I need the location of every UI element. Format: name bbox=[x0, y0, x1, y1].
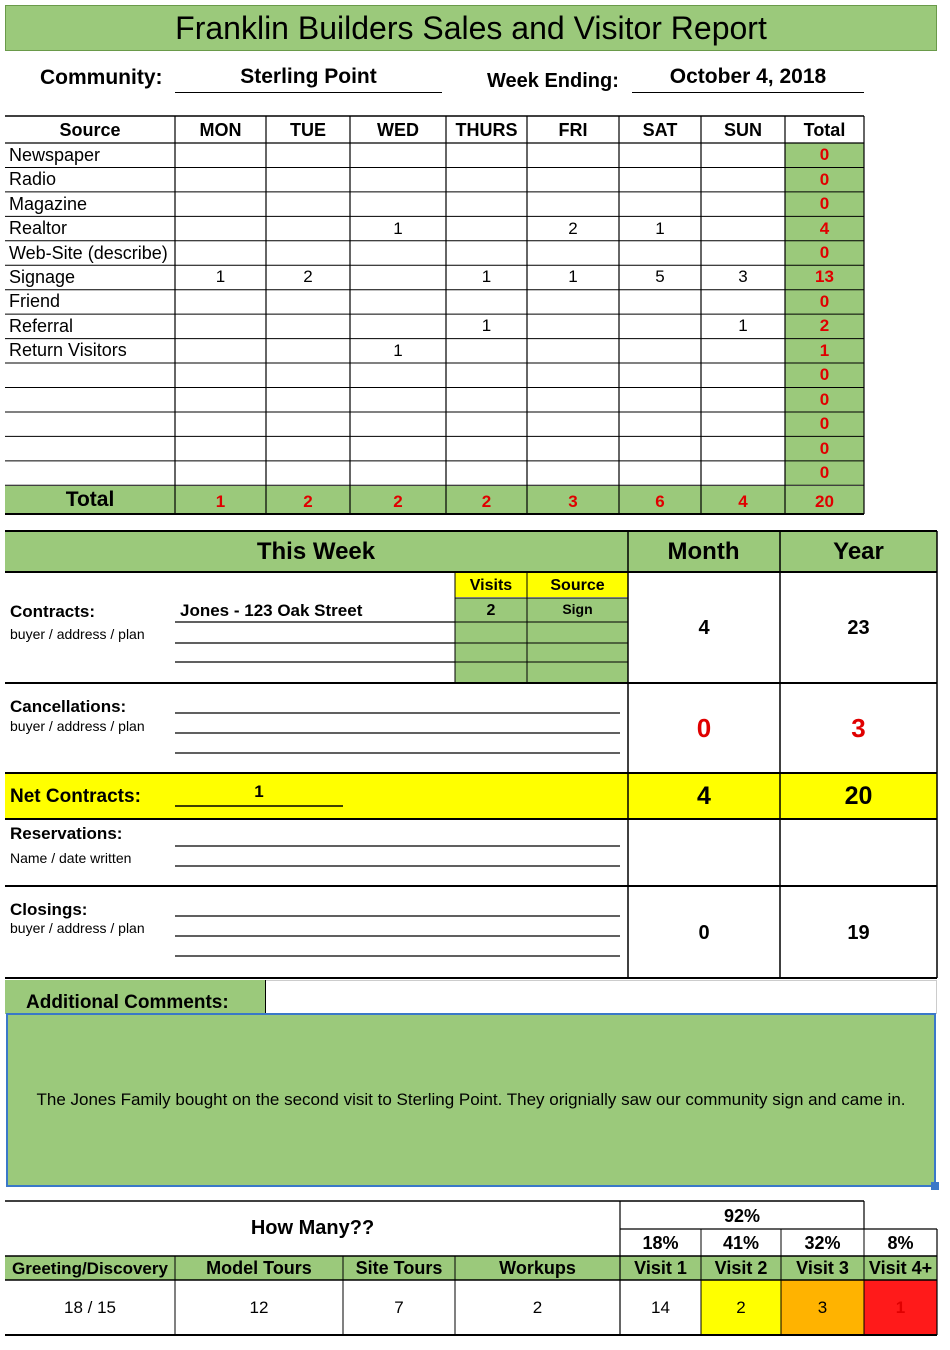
row-total: 2 bbox=[819, 316, 830, 336]
how-many-header: Model Tours bbox=[206, 1258, 312, 1278]
source-cell: 1 bbox=[393, 218, 403, 238]
source-cell: 5 bbox=[655, 267, 665, 287]
column-header-tue: TUE bbox=[290, 120, 326, 140]
overall-visit-percent: 92% bbox=[723, 1205, 761, 1226]
closings-year: 19 bbox=[847, 921, 870, 944]
net-contracts-month: 4 bbox=[697, 781, 711, 810]
how-many-value: 1 bbox=[895, 1298, 906, 1317]
contracts-label: Contracts: bbox=[10, 602, 96, 621]
closings-sub-label: buyer / address / plan bbox=[10, 920, 145, 936]
source-header: Source bbox=[550, 577, 605, 594]
source-cell: 1 bbox=[738, 316, 748, 336]
how-many-value: 3 bbox=[817, 1298, 828, 1317]
day-total: 2 bbox=[303, 491, 313, 511]
source-cell: 1 bbox=[655, 218, 665, 238]
column-header-sun: SUN bbox=[723, 120, 762, 140]
source-label: Web-Site (describe) bbox=[9, 242, 168, 263]
day-total: 1 bbox=[215, 491, 226, 511]
week-ending-label: Week Ending: bbox=[487, 69, 619, 92]
day-total: 6 bbox=[655, 491, 665, 511]
day-total: 2 bbox=[481, 491, 492, 511]
closings-month: 0 bbox=[698, 921, 710, 944]
how-many-header: Workups bbox=[499, 1258, 576, 1278]
contract-visits-value: 2 bbox=[486, 602, 496, 619]
source-cell: 1 bbox=[568, 267, 578, 287]
source-cell: 2 bbox=[303, 267, 313, 287]
comments-label: Additional Comments: bbox=[26, 992, 229, 1013]
row-total: 0 bbox=[819, 365, 830, 385]
grand-total: 20 bbox=[815, 491, 834, 511]
week-ending-field: October 4, 2018 bbox=[632, 62, 864, 93]
row-total: 0 bbox=[819, 194, 830, 214]
source-label: Newspaper bbox=[9, 144, 101, 165]
cancellations-month: 0 bbox=[696, 712, 712, 743]
source-label: Radio bbox=[9, 169, 57, 190]
row-total: 0 bbox=[819, 414, 830, 434]
how-many-value: 18 / 15 bbox=[64, 1298, 116, 1317]
net-contracts-value: 1 bbox=[254, 782, 264, 801]
column-header-wed: WED bbox=[377, 120, 419, 140]
source-label: Friend bbox=[9, 291, 61, 312]
day-total: 2 bbox=[393, 491, 403, 511]
how-many-header: Site Tours bbox=[355, 1258, 443, 1278]
visit-percent: 18% bbox=[642, 1233, 679, 1253]
contracts-year: 23 bbox=[847, 616, 870, 639]
contract-entry: Jones - 123 Oak Street bbox=[180, 601, 363, 620]
year-heading: Year bbox=[833, 537, 884, 565]
how-many-header: Visit 3 bbox=[796, 1258, 849, 1278]
how-many-label: How Many?? bbox=[250, 1216, 375, 1239]
source-label: Realtor bbox=[9, 218, 68, 239]
cancellations-label: Cancellations: bbox=[10, 697, 127, 716]
column-header-thurs: THURS bbox=[455, 120, 518, 140]
contracts-month: 4 bbox=[698, 616, 710, 639]
contract-source-value: Sign bbox=[562, 601, 593, 617]
column-header-fri: FRI bbox=[558, 120, 588, 140]
source-label: Signage bbox=[9, 266, 76, 287]
reservations-sub-label: Name / date written bbox=[10, 850, 132, 866]
source-cell: 1 bbox=[215, 267, 226, 287]
how-many-header: Visit 4+ bbox=[868, 1258, 933, 1278]
how-many-value: 14 bbox=[651, 1298, 670, 1317]
row-total: 0 bbox=[819, 389, 830, 409]
how-many-header: Visit 1 bbox=[634, 1258, 687, 1278]
source-label: Magazine bbox=[9, 193, 88, 214]
day-total: 4 bbox=[738, 491, 748, 511]
reservations-label: Reservations: bbox=[10, 824, 123, 843]
row-total: 0 bbox=[819, 145, 830, 165]
how-many-header: Greeting/Discovery bbox=[12, 1258, 168, 1278]
net-contracts-label: Net Contracts: bbox=[10, 786, 141, 807]
cancellations-sub-label: buyer / address / plan bbox=[10, 718, 145, 734]
how-many-value: 2 bbox=[532, 1298, 543, 1317]
visit-percent: 32% bbox=[804, 1233, 841, 1253]
comments-text: The Jones Family bought on the second visit to Sterling Point. They orignially saw our community sign and came in. bbox=[36, 1090, 906, 1109]
report-title: Franklin Builders Sales and Visitor Report bbox=[175, 9, 767, 46]
column-header-mon: MON bbox=[199, 120, 242, 140]
closings-label: Closings: bbox=[10, 900, 88, 919]
source-cell: 1 bbox=[393, 340, 403, 360]
row-total: 0 bbox=[819, 243, 830, 263]
source-cell: 3 bbox=[738, 267, 748, 287]
visit-percent: 41% bbox=[722, 1233, 760, 1253]
net-contracts-year: 20 bbox=[844, 781, 873, 810]
contracts-sub-label: buyer / address / plan bbox=[10, 626, 145, 642]
row-total: 4 bbox=[819, 218, 830, 238]
column-header-source: Source bbox=[59, 120, 121, 140]
how-many-header: Visit 2 bbox=[714, 1258, 768, 1278]
how-many-value: 7 bbox=[394, 1298, 404, 1317]
source-cell: 1 bbox=[481, 316, 492, 336]
source-label: Referral bbox=[9, 315, 74, 336]
row-total: 13 bbox=[815, 267, 834, 287]
row-total: 0 bbox=[819, 463, 830, 483]
row-total: 0 bbox=[819, 291, 830, 311]
day-total: 3 bbox=[568, 491, 578, 511]
community-field: Sterling Point bbox=[175, 62, 442, 93]
cancellations-year: 3 bbox=[851, 712, 866, 743]
total-row-label: Total bbox=[65, 487, 115, 511]
this-week-heading: This Week bbox=[256, 537, 376, 565]
row-total: 0 bbox=[819, 438, 830, 458]
source-label: Return Visitors bbox=[9, 340, 127, 361]
how-many-value: 12 bbox=[249, 1298, 269, 1317]
row-total: 0 bbox=[819, 169, 830, 189]
month-heading: Month bbox=[667, 537, 740, 565]
how-many-value: 2 bbox=[736, 1298, 746, 1317]
column-header-total: Total bbox=[803, 120, 846, 140]
source-cell: 2 bbox=[568, 218, 578, 238]
source-cell: 1 bbox=[481, 267, 492, 287]
column-header-sat: SAT bbox=[642, 120, 678, 140]
visit-percent: 8% bbox=[887, 1233, 914, 1253]
row-total: 1 bbox=[819, 340, 830, 360]
community-label: Community: bbox=[40, 66, 163, 89]
visits-header: Visits bbox=[469, 577, 513, 594]
